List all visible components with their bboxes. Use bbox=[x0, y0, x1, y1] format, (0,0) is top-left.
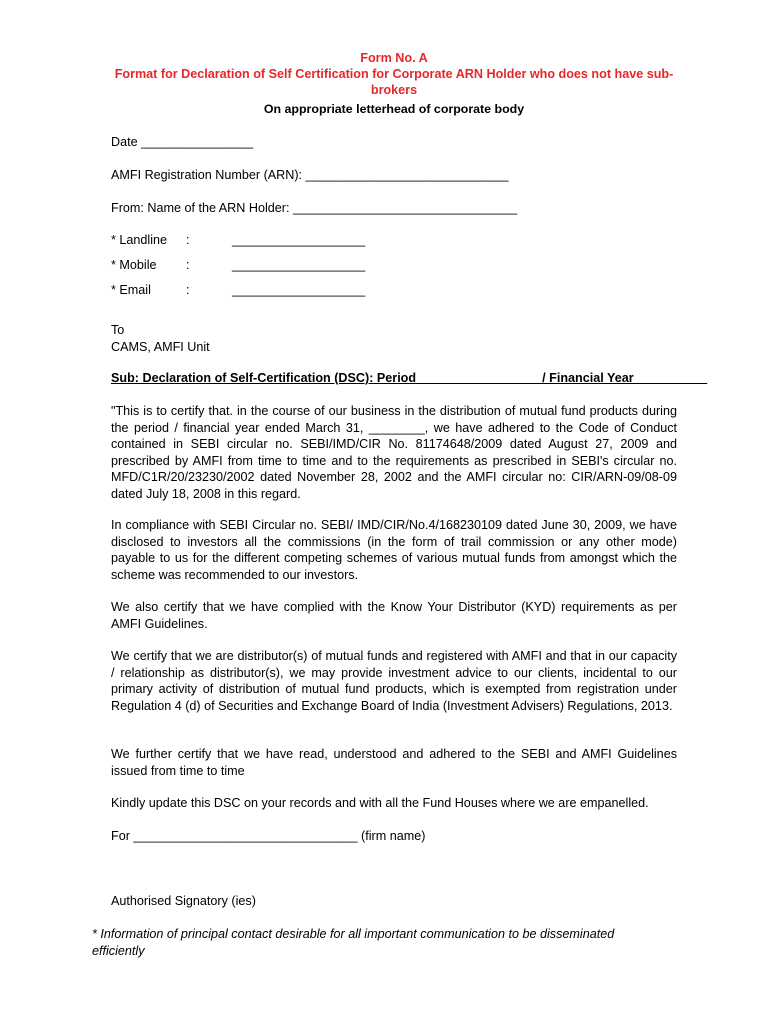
form-number: Form No. A bbox=[360, 51, 428, 65]
landline-blank: ___________________ bbox=[232, 233, 366, 247]
email-colon: : bbox=[186, 283, 190, 297]
mobile-colon: : bbox=[186, 258, 190, 272]
paragraph-distributor: We certify that we are distributor(s) of mutual funds and registered with AMFI and that in our capacity / relationship as distributor(s), we may provide investment advice to our clients, incidental to our primary activity of distribution of mutual fund products, which is exempted from registration under Regulation 4 (d) of Securities and Exchange Board of India (Investment Advisers) Regulations, 2013. bbox=[111, 649, 677, 713]
email-blank: ___________________ bbox=[232, 283, 366, 297]
mobile-label: * Mobile bbox=[111, 258, 157, 272]
footnote: * Information of principal contact desirable for all important communication to be disseminated efficiently bbox=[92, 927, 615, 958]
paragraph-guidelines: We further certify that we have read, understood and adhered to the SEBI and AMFI Guidelines issued from time to time bbox=[111, 747, 677, 778]
signatory-label: Authorised Signatory (ies) bbox=[111, 894, 256, 908]
landline-label: * Landline bbox=[111, 233, 168, 247]
email-label: * Email bbox=[111, 283, 151, 297]
form-title: Format for Declaration of Self Certification for Corporate ARN Holder who does not have sub-brokers bbox=[114, 67, 674, 97]
paragraph-kyd: We also certify that we have complied with the Know Your Distributor (KYD) requirements as per AMFI Guidelines. bbox=[111, 600, 677, 631]
mobile-row bbox=[111, 257, 365, 274]
mobile-blank: ___________________ bbox=[232, 258, 366, 272]
form-title-block bbox=[100, 50, 688, 98]
paragraph-certification: "This is to certify that. in the course of our business in the distribution of mutual fund products during the period / financial year ended March 31, ________, we have adhered to the Code of Conduct contained in SEBI circular no. SEBI/IMD/CIR No. 81174648/2009 dated August 27, 2009 and prescribed by AMFI from time to time and to the requirements as prescribed in SEBI's circular no. MFD/C1R/20/23230/2002 dated November 28, 2002 and the AMFI circular no: CIR/ARN-09/08-09 dated July 18, 2008 in this regard. bbox=[111, 404, 677, 501]
form-subtitle: On appropriate letterhead of corporate body bbox=[263, 102, 525, 116]
arn-field: AMFI Registration Number (ARN): _____________________________ bbox=[111, 168, 509, 182]
address-recipient: CAMS, AMFI Unit bbox=[111, 340, 210, 354]
landline-colon: : bbox=[186, 233, 190, 247]
paragraph-update: Kindly update this DSC on your records and with all the Fund Houses where we are empanelled. bbox=[111, 796, 649, 810]
date-field: Date ________________ bbox=[111, 135, 254, 149]
paragraph-compliance: In compliance with SEBI Circular no. SEBI/ IMD/CIR/No.4/168230109 dated June 30, 2009, we have disclosed to investors all the commissions (in the form of trail commission or any other mode) payable to us for the different competing schemes of various mutual funds from amongst which the scheme was recommended to our investors. bbox=[111, 518, 677, 582]
email-row bbox=[111, 282, 365, 299]
subject-line: Sub: Declaration of Self-Certification (DSC): Period _________________ / Financial Year __________ bbox=[111, 371, 708, 385]
landline-row bbox=[111, 232, 365, 249]
arn-holder-name-field: From: Name of the ARN Holder: ________________________________ bbox=[111, 201, 518, 215]
address-to: To bbox=[111, 323, 125, 337]
firm-name-line: For ________________________________ (firm name) bbox=[111, 829, 426, 843]
